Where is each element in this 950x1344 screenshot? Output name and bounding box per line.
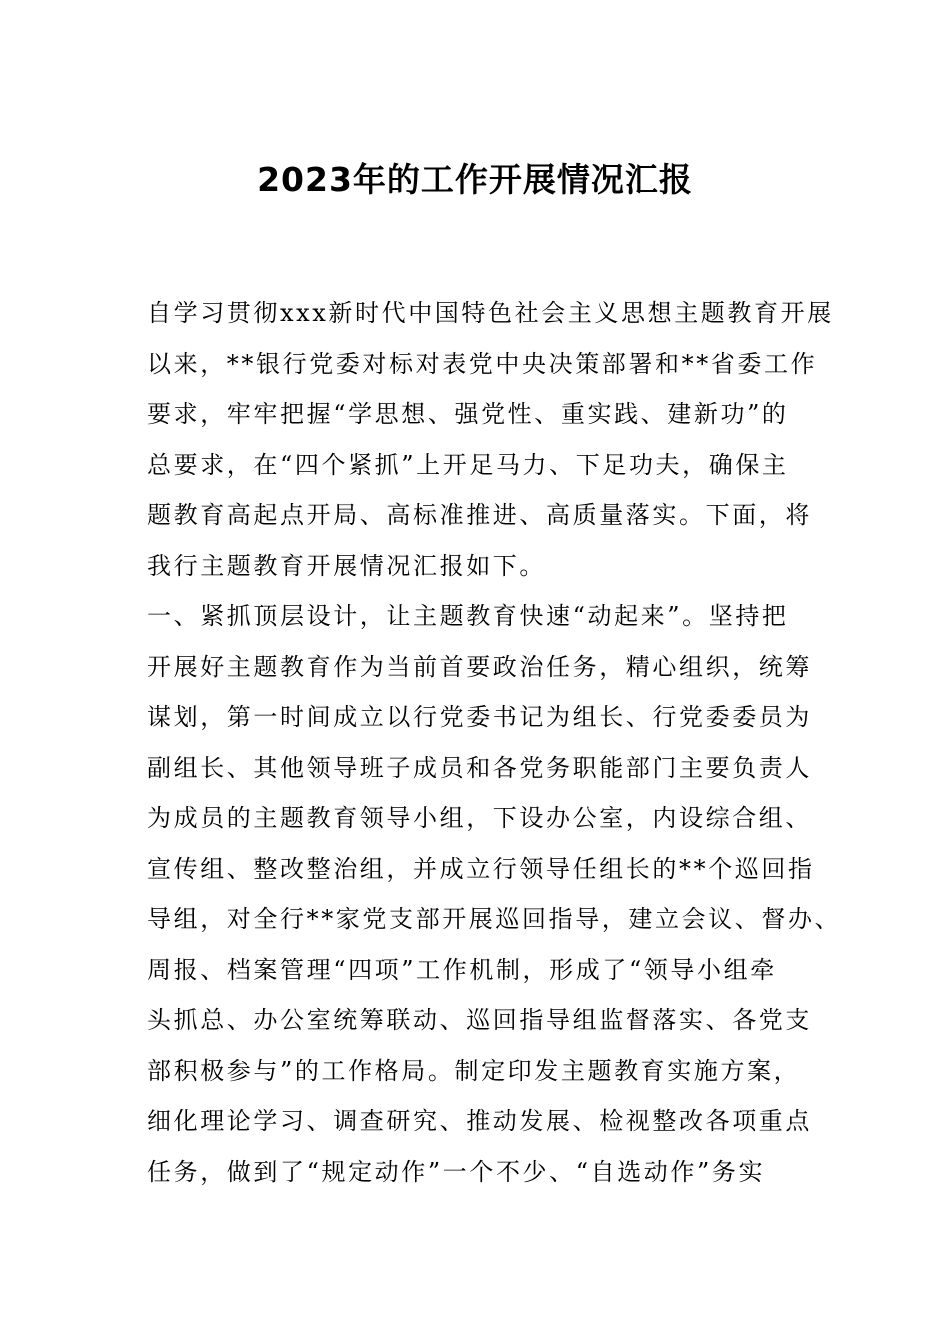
body-line: 开展好主题教育作为当前首要政治任务，精心组织，统筹	[147, 652, 812, 681]
document-title: 2023年的工作开展情况汇报	[257, 160, 693, 199]
body-line: 谋划，第一时间成立以行党委书记为组长、行党委委员为	[147, 703, 812, 731]
body-line: 我行主题教育开展情况汇报如下。	[147, 551, 546, 580]
body-line: 一、紧抓顶层设计，让主题教育快速“动起来”。坚持把	[147, 602, 789, 630]
body-line: 部积极参与”的工作格局。制定印发主题教育实施方案，	[147, 1056, 801, 1085]
body-line: 自学习贯彻xxx新时代中国特色社会主义思想主题教育开展	[147, 299, 834, 327]
body-line: 题教育高起点开局、高标准推进、高质量落实。下面，将	[147, 501, 812, 529]
body-line: 导组，对全行**家党支部开展巡回指导，建立会议、督办、	[147, 905, 842, 933]
body-line: 任务，做到了“规定动作”一个不少、“自选动作”务实	[147, 1157, 766, 1186]
body-line: 宣传组、整改整治组，并成立行领导任组长的**个巡回指	[147, 854, 815, 883]
body-line: 总要求，在“四个紧抓”上开足马力、下足功夫，确保主	[147, 450, 789, 479]
body-line: 细化理论学习、调查研究、推动发展、检视整改各项重点	[147, 1107, 812, 1135]
body-line: 头抓总、办公室统筹联动、巡回指导组监督落实、各党支	[147, 1006, 812, 1034]
body-line: 副组长、其他领导班子成员和各党务职能部门主要负责人	[147, 753, 812, 782]
body-line: 为成员的主题教育领导小组，下设办公室，内设综合组、	[147, 804, 812, 832]
body-line: 以来，**银行党委对标对表党中央决策部署和**省委工作	[147, 349, 818, 378]
body-line: 周报、档案管理“四项”工作机制，形成了“领导小组牵	[147, 955, 777, 984]
document-body	[147, 288, 842, 1197]
body-line: 要求，牢牢把握“学思想、强党性、重实践、建新功”的	[147, 400, 789, 428]
